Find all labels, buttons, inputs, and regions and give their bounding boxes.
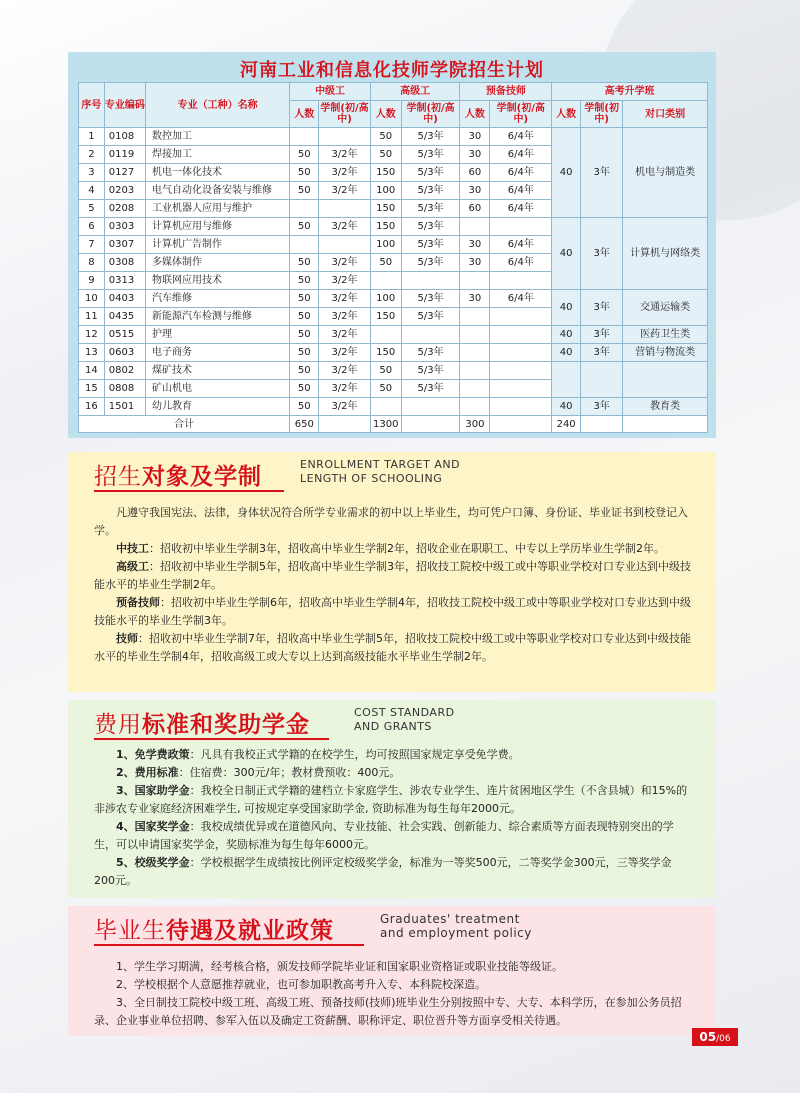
cell-g_y: 5/3年 — [401, 218, 460, 236]
title-underline — [94, 490, 284, 492]
cell-name: 计算机广告制作 — [146, 236, 290, 254]
item-text: ：招收初中毕业生学制6年，招收高中毕业生学制4年，招收技工院校中级工或中等职业学校对口专业达到中级技能水平的毕业生学制3年。 — [94, 596, 691, 627]
cell-g_y — [401, 272, 460, 290]
cell-name: 护理 — [146, 326, 290, 344]
enrollment-item — [94, 594, 692, 630]
cell-y_y: 6/4年 — [490, 236, 552, 254]
cell-g_n — [370, 326, 401, 344]
cell-gaokao-y: 3年 — [581, 128, 623, 218]
section-header — [68, 452, 716, 494]
cell-y_n — [460, 362, 490, 380]
graduate-text — [94, 958, 692, 1030]
fee-item — [94, 764, 692, 782]
cell-name: 幼儿教育 — [146, 398, 290, 416]
cell-g_y — [401, 398, 460, 416]
header-zhong: 中级工 — [290, 83, 370, 101]
item-key: 3、国家助学金 — [116, 784, 190, 797]
cell-name: 计算机应用与维修 — [146, 218, 290, 236]
item-text: ：我校成绩优异或在道德风向、专业技能、社会实践、创新能力、综合素质等方面表现特别突出的学生，可以申请国家奖学金，奖励标准为每生每年6000元。 — [94, 820, 674, 851]
table-body — [79, 128, 708, 433]
cell-g_y: 5/3年 — [401, 290, 460, 308]
cell-empty — [319, 416, 371, 433]
section-title-en: ENROLLMENT TARGET AND LENGTH OF SCHOOLING — [300, 458, 461, 485]
cell-g_n: 50 — [370, 362, 401, 380]
cell-gaokao-n: 40 — [552, 128, 581, 218]
cell-y_y: 6/4年 — [490, 128, 552, 146]
cell-g_n: 150 — [370, 164, 401, 182]
fees-text — [94, 746, 692, 890]
item-text: ：凡具有我校正式学籍的在校学生，均可按照国家规定享受免学费。 — [189, 748, 520, 761]
enrollment-item — [94, 558, 692, 594]
cell-gaokao-cat: 营销与物流类 — [623, 344, 708, 362]
title-underline — [94, 944, 364, 946]
cell-y_y — [490, 362, 552, 380]
cell-total-zhong: 650 — [290, 416, 319, 433]
cell-y_n: 30 — [460, 146, 490, 164]
subheader-count: 人数 — [370, 101, 401, 128]
cell-code: 0119 — [104, 146, 145, 164]
plan-title: 河南工业和信息化技师学院招生计划 — [240, 60, 544, 81]
cell-seq: 13 — [79, 344, 105, 362]
cell-y_n: 60 — [460, 200, 490, 218]
cell-z_n — [290, 236, 319, 254]
header-code: 专业编码 — [104, 83, 145, 128]
cell-y_y — [490, 398, 552, 416]
subheader-years: 学制(初/高中) — [401, 101, 460, 128]
cell-g_n: 50 — [370, 254, 401, 272]
cell-z_y: 3/2年 — [319, 344, 371, 362]
item-key: 高级工 — [116, 560, 149, 573]
cell-y_n — [460, 398, 490, 416]
cell-g_n: 150 — [370, 344, 401, 362]
subheader-count: 人数 — [290, 101, 319, 128]
cell-y_n — [460, 308, 490, 326]
cell-y_n: 30 — [460, 128, 490, 146]
cell-g_y: 5/3年 — [401, 362, 460, 380]
cell-gaokao-y: 3年 — [581, 398, 623, 416]
cell-y_y — [490, 218, 552, 236]
cell-code: 0603 — [104, 344, 145, 362]
cell-g_y: 5/3年 — [401, 182, 460, 200]
cell-code: 0303 — [104, 218, 145, 236]
cell-g_n: 50 — [370, 146, 401, 164]
cell-y_y: 6/4年 — [490, 254, 552, 272]
cell-gaokao-n: 40 — [552, 398, 581, 416]
cell-code: 0308 — [104, 254, 145, 272]
cell-z_y: 3/2年 — [319, 362, 371, 380]
cell-g_n: 150 — [370, 308, 401, 326]
cell-g_y: 5/3年 — [401, 236, 460, 254]
cell-empty — [623, 416, 708, 433]
cell-seq: 8 — [79, 254, 105, 272]
cell-g_n: 100 — [370, 290, 401, 308]
item-text: ：我校全日制正式学籍的建档立卡家庭学生、涉农专业学生、连片贫困地区学生（不含县城）和15%的非涉农专业家庭经济困难学生, 可按规定享受国家助学金, 资助标准为每生每年2000元。 — [94, 784, 688, 815]
cell-z_n: 50 — [290, 362, 319, 380]
header-gao: 高级工 — [370, 83, 460, 101]
cell-name: 煤矿技术 — [146, 362, 290, 380]
cell-name: 机电一体化技术 — [146, 164, 290, 182]
cell-y_n — [460, 272, 490, 290]
cell-y_y: 6/4年 — [490, 146, 552, 164]
cell-gaokao-y: 3年 — [581, 344, 623, 362]
cell-z_y: 3/2年 — [319, 398, 371, 416]
cell-y_n: 30 — [460, 254, 490, 272]
cell-g_n: 100 — [370, 236, 401, 254]
graduate-policy-section — [68, 906, 716, 1036]
cell-total-gaokao: 240 — [552, 416, 581, 433]
cell-y_y: 6/4年 — [490, 200, 552, 218]
cell-y_y: 6/4年 — [490, 290, 552, 308]
section-title: 招生对象及学制 — [94, 464, 262, 490]
cell-gaokao-cat: 教育类 — [623, 398, 708, 416]
cell-y_n: 30 — [460, 290, 490, 308]
cell-z_y: 3/2年 — [319, 290, 371, 308]
item-text: ：学校根据学生成绩按比例评定校级奖学金，标准为一等奖500元，二等奖学金300元，三等奖学金200元。 — [94, 856, 672, 887]
cell-gaokao-n: 40 — [552, 326, 581, 344]
header-yubei: 预备技师 — [460, 83, 552, 101]
graduate-item: 1、学生学习期满，经考核合格，颁发技师学院毕业证和国家职业资格证或职业技能等级证。 — [116, 960, 563, 973]
fee-item — [94, 782, 692, 818]
cell-gaokao-cat: 计算机与网络类 — [623, 218, 708, 290]
graduate-item: 3、全日制技工院校中级工班、高级工班、预备技师(技师)班毕业生分别按照中专、大专、本科学历，在参加公务员招录、企业事业单位招聘、参军入伍以及确定工资薪酬、职称评定、职位晋升等方面享受相关待遇。 — [94, 996, 682, 1027]
cell-seq: 16 — [79, 398, 105, 416]
header-seq: 序号 — [79, 83, 105, 128]
cell-gaokao-cat: 医药卫生类 — [623, 326, 708, 344]
cell-g_y: 5/3年 — [401, 164, 460, 182]
cell-gaokao-n: 40 — [552, 290, 581, 326]
cell-z_n: 50 — [290, 272, 319, 290]
cell-name: 焊接加工 — [146, 146, 290, 164]
cell-g_n: 50 — [370, 128, 401, 146]
table-row — [79, 344, 708, 362]
cell-z_n: 50 — [290, 398, 319, 416]
table-row — [79, 128, 708, 146]
cell-y_n: 30 — [460, 182, 490, 200]
table-row — [79, 398, 708, 416]
cell-gaokao-cat: 交通运输类 — [623, 290, 708, 326]
subheader-count: 人数 — [552, 101, 581, 128]
cell-code: 0515 — [104, 326, 145, 344]
cell-z_y — [319, 128, 371, 146]
item-text: ：住宿费：300元/年；教材费预收：400元。 — [178, 766, 401, 779]
cell-gaokao-y: 3年 — [581, 326, 623, 344]
cell-name: 数控加工 — [146, 128, 290, 146]
cell-code: 0808 — [104, 380, 145, 398]
cell-y_y: 6/4年 — [490, 182, 552, 200]
cell-z_n: 50 — [290, 182, 319, 200]
cell-total-yubei: 300 — [460, 416, 490, 433]
cell-name: 电子商务 — [146, 344, 290, 362]
cell-z_y: 3/2年 — [319, 272, 371, 290]
item-key: 技师 — [116, 632, 138, 645]
cell-code: 1501 — [104, 398, 145, 416]
section-title-en: Graduates' treatment and employment policy — [380, 912, 532, 940]
cell-g_y — [401, 326, 460, 344]
cell-z_n: 50 — [290, 344, 319, 362]
cell-seq: 7 — [79, 236, 105, 254]
enrollment-plan-panel — [68, 52, 716, 438]
cell-g_y: 5/3年 — [401, 308, 460, 326]
cell-y_y — [490, 272, 552, 290]
cell-y_y — [490, 308, 552, 326]
cell-z_y: 3/2年 — [319, 146, 371, 164]
item-text: ：招收初中毕业生学制5年，招收高中毕业生学制3年，招收技工院校中级工或中等职业学校对口专业达到中级技能水平的毕业生学制2年。 — [94, 560, 691, 591]
cell-y_n — [460, 326, 490, 344]
cell-seq: 5 — [79, 200, 105, 218]
cell-name: 工业机器人应用与维护 — [146, 200, 290, 218]
item-key: 中技工 — [116, 542, 149, 555]
cell-g_y: 5/3年 — [401, 200, 460, 218]
cell-g_n — [370, 272, 401, 290]
cell-seq: 10 — [79, 290, 105, 308]
table-row — [79, 362, 708, 380]
cell-seq: 6 — [79, 218, 105, 236]
cell-gaokao-y: 3年 — [581, 290, 623, 326]
item-key: 1、免学费政策 — [116, 748, 190, 761]
cell-gaokao-y: 3年 — [581, 218, 623, 290]
cell-code: 0403 — [104, 290, 145, 308]
cell-code: 0435 — [104, 308, 145, 326]
cell-y_n — [460, 380, 490, 398]
cell-name: 电气自动化设备安装与维修 — [146, 182, 290, 200]
section-header — [68, 906, 716, 948]
cell-seq: 15 — [79, 380, 105, 398]
header-name: 专业（工种）名称 — [146, 83, 290, 128]
cell-name: 多媒体制作 — [146, 254, 290, 272]
enrollment-intro: 凡遵守我国宪法、法律，身体状况符合所学专业需求的初中以上毕业生，均可凭户口簿、身份证、毕业证书到校登记入学。 — [94, 506, 688, 537]
cell-y_n: 60 — [460, 164, 490, 182]
table-total-row — [79, 416, 708, 433]
cell-g_n: 150 — [370, 200, 401, 218]
cell-y_n: 30 — [460, 236, 490, 254]
enrollment-text — [94, 504, 692, 666]
cell-z_y: 3/2年 — [319, 182, 371, 200]
item-text: ：招收初中毕业生学制7年，招收高中毕业生学制5年，招收技工院校中级工或中等职业学校对口专业达到中级技能水平的毕业生学制4年，招收高级工或大专以上达到高级技能水平毕业生学制2年。 — [94, 632, 691, 663]
cell-z_y — [319, 200, 371, 218]
cell-z_y: 3/2年 — [319, 380, 371, 398]
enrollment-plan-table — [78, 82, 708, 433]
graduate-item: 2、学校根据个人意愿推荐就业，也可参加职教高考升入专、本科院校深造。 — [116, 978, 486, 991]
section-title: 费用标准和奖助学金 — [94, 712, 310, 738]
cell-y_y — [490, 344, 552, 362]
cell-z_y: 3/2年 — [319, 218, 371, 236]
cell-g_y: 5/3年 — [401, 146, 460, 164]
page-number: 05/06 — [692, 1028, 738, 1046]
subheader-category: 对口类别 — [623, 101, 708, 128]
cell-z_n: 50 — [290, 326, 319, 344]
table-row — [79, 290, 708, 308]
fee-item — [94, 818, 692, 854]
subheader-years-gk: 学制(初中) — [581, 101, 623, 128]
section-header — [68, 700, 716, 742]
subheader-years: 学制(初/高中) — [319, 101, 371, 128]
cell-z_y: 3/2年 — [319, 308, 371, 326]
item-key: 2、费用标准 — [116, 766, 179, 779]
cell-g_y: 5/3年 — [401, 254, 460, 272]
cell-z_y: 3/2年 — [319, 326, 371, 344]
cell-z_y: 3/2年 — [319, 164, 371, 182]
item-key: 预备技师 — [116, 596, 160, 609]
cell-total-label: 合计 — [79, 416, 290, 433]
cell-y_y — [490, 380, 552, 398]
cell-z_n: 50 — [290, 146, 319, 164]
cell-total-gao: 1300 — [370, 416, 401, 433]
cell-code: 0208 — [104, 200, 145, 218]
cell-seq: 12 — [79, 326, 105, 344]
cell-gaokao-cat — [623, 362, 708, 398]
cell-code: 0313 — [104, 272, 145, 290]
cell-gaokao-n — [552, 362, 581, 398]
fee-item — [94, 746, 692, 764]
cell-gaokao-n: 40 — [552, 344, 581, 362]
fees-section — [68, 700, 716, 898]
cell-z_n: 50 — [290, 254, 319, 272]
item-text: ：招收初中毕业生学制3年，招收高中毕业生学制2年，招收企业在职职工、中专以上学历毕业生学制2年。 — [149, 542, 665, 555]
cell-seq: 14 — [79, 362, 105, 380]
cell-empty — [581, 416, 623, 433]
cell-z_n: 50 — [290, 218, 319, 236]
table-header-row — [79, 83, 708, 101]
subheader-count: 人数 — [460, 101, 490, 128]
cell-seq: 3 — [79, 164, 105, 182]
cell-z_y: 3/2年 — [319, 254, 371, 272]
enrollment-target-section — [68, 452, 716, 692]
cell-seq: 2 — [79, 146, 105, 164]
cell-z_n: 50 — [290, 290, 319, 308]
enrollment-item — [94, 540, 692, 558]
cell-z_n: 50 — [290, 308, 319, 326]
enrollment-item — [94, 630, 692, 666]
cell-z_n: 50 — [290, 380, 319, 398]
cell-g_n — [370, 398, 401, 416]
cell-code: 0108 — [104, 128, 145, 146]
cell-y_n — [460, 218, 490, 236]
cell-z_n: 50 — [290, 164, 319, 182]
cell-code: 0307 — [104, 236, 145, 254]
cell-y_n — [460, 344, 490, 362]
cell-gaokao-n: 40 — [552, 218, 581, 290]
cell-name: 新能源汽车检测与维修 — [146, 308, 290, 326]
cell-z_y — [319, 236, 371, 254]
cell-code: 0127 — [104, 164, 145, 182]
table-row — [79, 326, 708, 344]
table-row — [79, 218, 708, 236]
section-title: 毕业生待遇及就业政策 — [94, 918, 334, 944]
section-title-en: COST STANDARD AND GRANTS — [354, 706, 455, 733]
title-underline — [94, 738, 329, 740]
subheader-years: 学制(初/高中) — [490, 101, 552, 128]
cell-y_y: 6/4年 — [490, 164, 552, 182]
cell-empty — [401, 416, 460, 433]
cell-gaokao-cat: 机电与制造类 — [623, 128, 708, 218]
cell-seq: 4 — [79, 182, 105, 200]
item-key: 5、校级奖学金 — [116, 856, 190, 869]
cell-z_n — [290, 128, 319, 146]
cell-g_y: 5/3年 — [401, 380, 460, 398]
cell-gaokao-y — [581, 362, 623, 398]
cell-name: 矿山机电 — [146, 380, 290, 398]
cell-z_n — [290, 200, 319, 218]
cell-name: 汽车维修 — [146, 290, 290, 308]
header-gaokao: 高考升学班 — [552, 83, 708, 101]
cell-g_y: 5/3年 — [401, 128, 460, 146]
cell-code: 0203 — [104, 182, 145, 200]
cell-g_n: 150 — [370, 218, 401, 236]
cell-seq: 1 — [79, 128, 105, 146]
cell-y_y — [490, 326, 552, 344]
fee-item — [94, 854, 692, 890]
cell-seq: 11 — [79, 308, 105, 326]
cell-code: 0802 — [104, 362, 145, 380]
cell-g_n: 100 — [370, 182, 401, 200]
cell-seq: 9 — [79, 272, 105, 290]
item-key: 4、国家奖学金 — [116, 820, 190, 833]
cell-empty — [490, 416, 552, 433]
cell-g_n: 50 — [370, 380, 401, 398]
cell-g_y: 5/3年 — [401, 344, 460, 362]
cell-name: 物联网应用技术 — [146, 272, 290, 290]
